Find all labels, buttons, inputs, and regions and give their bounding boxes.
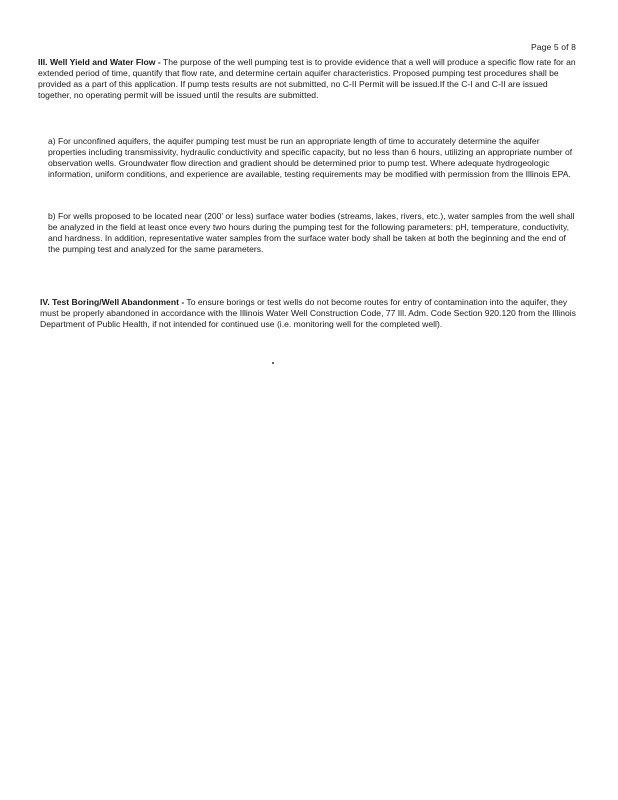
page-number: Page 5 of 8 — [530, 42, 576, 52]
section-abandonment-body: To ensure borings or test wells do not become routes for entry of contamination into the aquifer, they must be properly abandoned in accordance with the Illinois Water Well Construction Code, 77 Ill. Adm. Code Section 920.120 from the Illinois Department of Public Health, if not intended for continued use (i.e. monitoring well for the completed well). — [40, 297, 576, 329]
section-abandonment-heading: IV. Test Boring/Well Abandonment - — [40, 297, 185, 307]
surface-water-paragraph — [48, 211, 578, 255]
surface-water-text: b) For wells proposed to be located near (200' or less) surface water bodies (streams, lakes, rivers, etc.), water samples from the well shall be analyzed in the field at least once every two hours during the pumping test for the following parameters: pH, temperature, conductivity, and hardness. In addition, representative water samples from the surface water body shall be taken at both the beginning and the end of the pumping test and analyzed for the same parameters. — [48, 211, 575, 254]
unconfined-aquifers-text: a) For unconfined aquifers, the aquifer pumping test must be run an appropriate length of time to accurately determine the aquifer properties including transmissivity, hydraulic conductivity and specific capacity, but no less than 6 hours, utilizing an appropriate number of observation wells. Groundwater flow direction and gradient should be determined prior to pump test. Where adequate hydrogeologic information, uniform conditions, and experience are available, testing requirements may be modified with permission from the Illinois EPA. — [48, 136, 573, 179]
section-well-yield-heading: III. Well Yield and Water Flow - — [38, 57, 161, 67]
scan-speck — [272, 362, 274, 364]
section-well-yield-body: The purpose of the well pumping test is to provide evidence that a well will produce a specific flow rate for an extended period of time, quantify that flow rate, and determine certain aquifer characteristics. Proposed pumping test procedures shall be provided as a part of this application. If pump tests results are not submitted, no C-II Permit will be issued.If the C-I and C-II are issued together, no operating permit will be issued until the results are submitted. — [38, 57, 576, 100]
section-well-yield — [38, 57, 578, 101]
unconfined-aquifers-paragraph — [48, 136, 578, 180]
section-abandonment — [40, 297, 578, 330]
section-abandonment-paragraph — [40, 297, 578, 330]
section-well-yield-paragraph — [38, 57, 578, 101]
